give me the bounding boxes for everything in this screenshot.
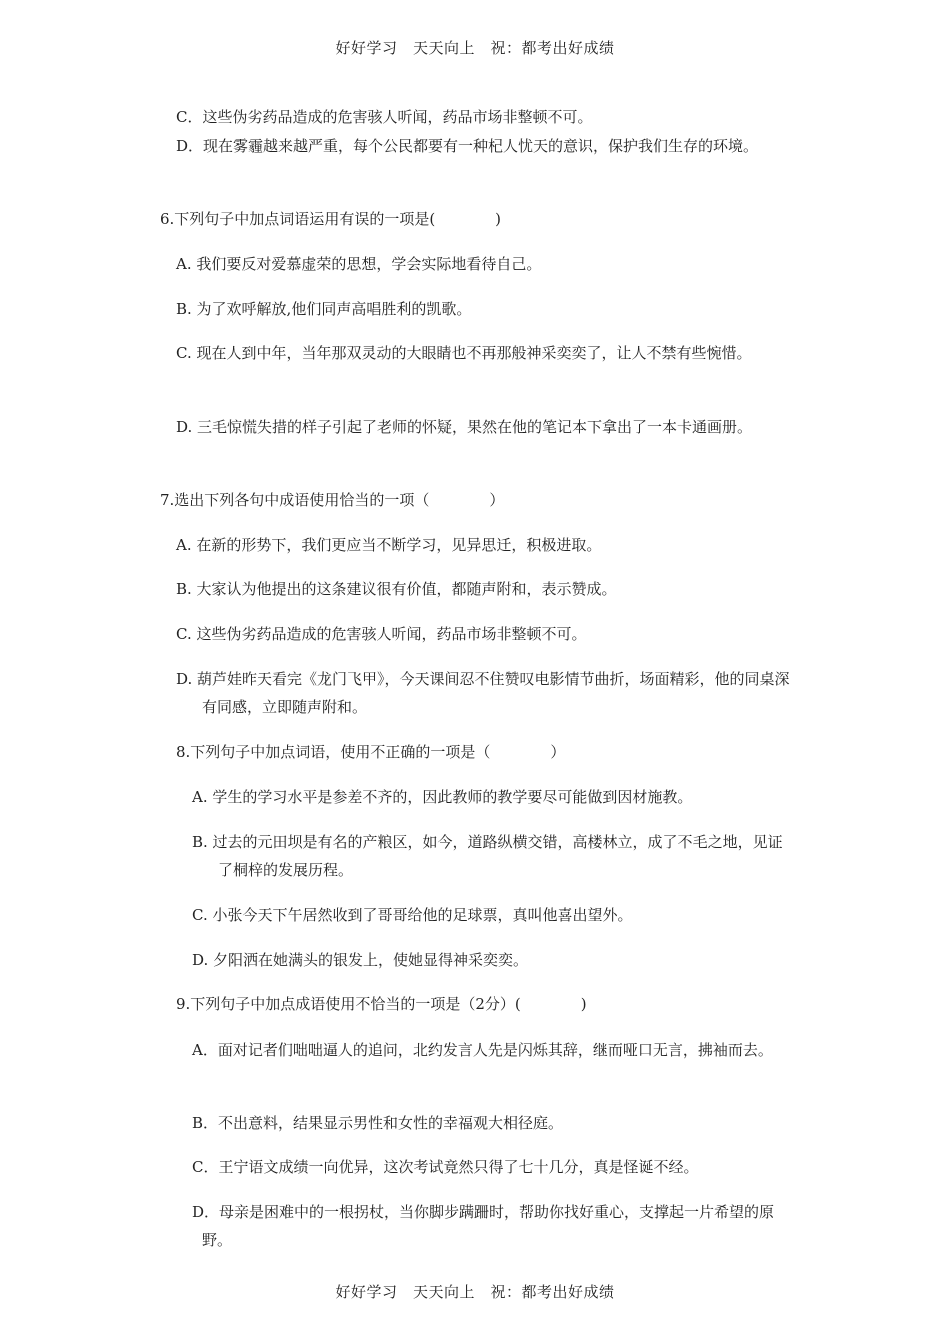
q8-option-a: A. 学生的学习水平是参差不齐的，因此教师的教学要尽可能做到因材施教。 [192, 788, 693, 806]
q6-option-c: C. 现在人到中年，当年那双灵动的大眼睛也不再那般神采奕奕了，让人不禁有些惋惜。 [176, 344, 752, 362]
q7-option-a: A. 在新的形势下，我们更应当不断学习，见异思迁，积极进取。 [176, 536, 602, 554]
q8-option-d: D. 夕阳洒在她满头的银发上，使她显得神采奕奕。 [192, 951, 529, 969]
question-9: 9.下列句子中加点成语使用不恰当的一项是（2分）( ) [176, 995, 587, 1013]
q6-option-a: A. 我们要反对爱慕虚荣的思想，学会实际地看待自己。 [176, 255, 542, 273]
q7-option-b: B. 大家认为他提出的这条建议很有价值，都随声附和，表示赞成。 [176, 580, 617, 598]
q9-option-a: A．面对记者们咄咄逼人的追问，北约发言人先是闪烁其辞，继而哑口无言，拂袖而去。 [192, 1041, 773, 1059]
option-c-prev: C．这些伪劣药品造成的危害骇人听闻，药品市场非整顿不可。 [176, 108, 593, 126]
question-7: 7.选出下列各句中成语使用恰当的一项（ ） [160, 491, 505, 509]
q9-option-d: D．母亲是困难中的一根拐杖，当你脚步蹒跚时，帮助你找好重心，支撑起一片希望的原野。 [192, 1203, 775, 1249]
option-d-prev: D．现在雾霾越来越严重，每个公民都要有一种杞人忧天的意识，保护我们生存的环境。 [176, 137, 759, 155]
q6-option-b: B. 为了欢呼解放,他们同声高唱胜利的凯歌。 [176, 300, 472, 318]
q7-option-c: C. 这些伪劣药品造成的危害骇人听闻，药品市场非整顿不可。 [176, 625, 587, 643]
q8-option-c: C. 小张今天下午居然收到了哥哥给他的足球票，真叫他喜出望外。 [192, 906, 633, 924]
q7-option-d: D. 葫芦娃昨天看完《龙门飞甲》，今天课间忍不住赞叹电影情节曲折，场面精彩，他的同桌深有同感，立即随声附和。 [176, 670, 790, 716]
q6-option-d: D. 三毛惊慌失措的样子引起了老师的怀疑，果然在他的笔记本下拿出了一本卡通画册。 [176, 418, 753, 436]
question-6: 6.下列句子中加点词语运用有误的一项是( ) [160, 210, 502, 228]
question-8: 8.下列句子中加点词语，使用不正确的一项是（ ） [176, 743, 566, 761]
q9-option-b: B．不出意料，结果显示男性和女性的幸福观大相径庭。 [192, 1114, 564, 1132]
q9-option-c: C．王宁语文成绩一向优异，这次考试竟然只得了七十几分，真是怪诞不经。 [192, 1158, 699, 1176]
q8-option-b: B. 过去的元田坝是有名的产粮区，如今，道路纵横交错，高楼林立，成了不毛之地，见证了桐梓的发展历程。 [192, 833, 783, 879]
page-footer: 好好学习 天天向上 祝：都考出好成绩 [335, 1283, 615, 1301]
page-header: 好好学习 天天向上 祝：都考出好成绩 [335, 39, 615, 57]
